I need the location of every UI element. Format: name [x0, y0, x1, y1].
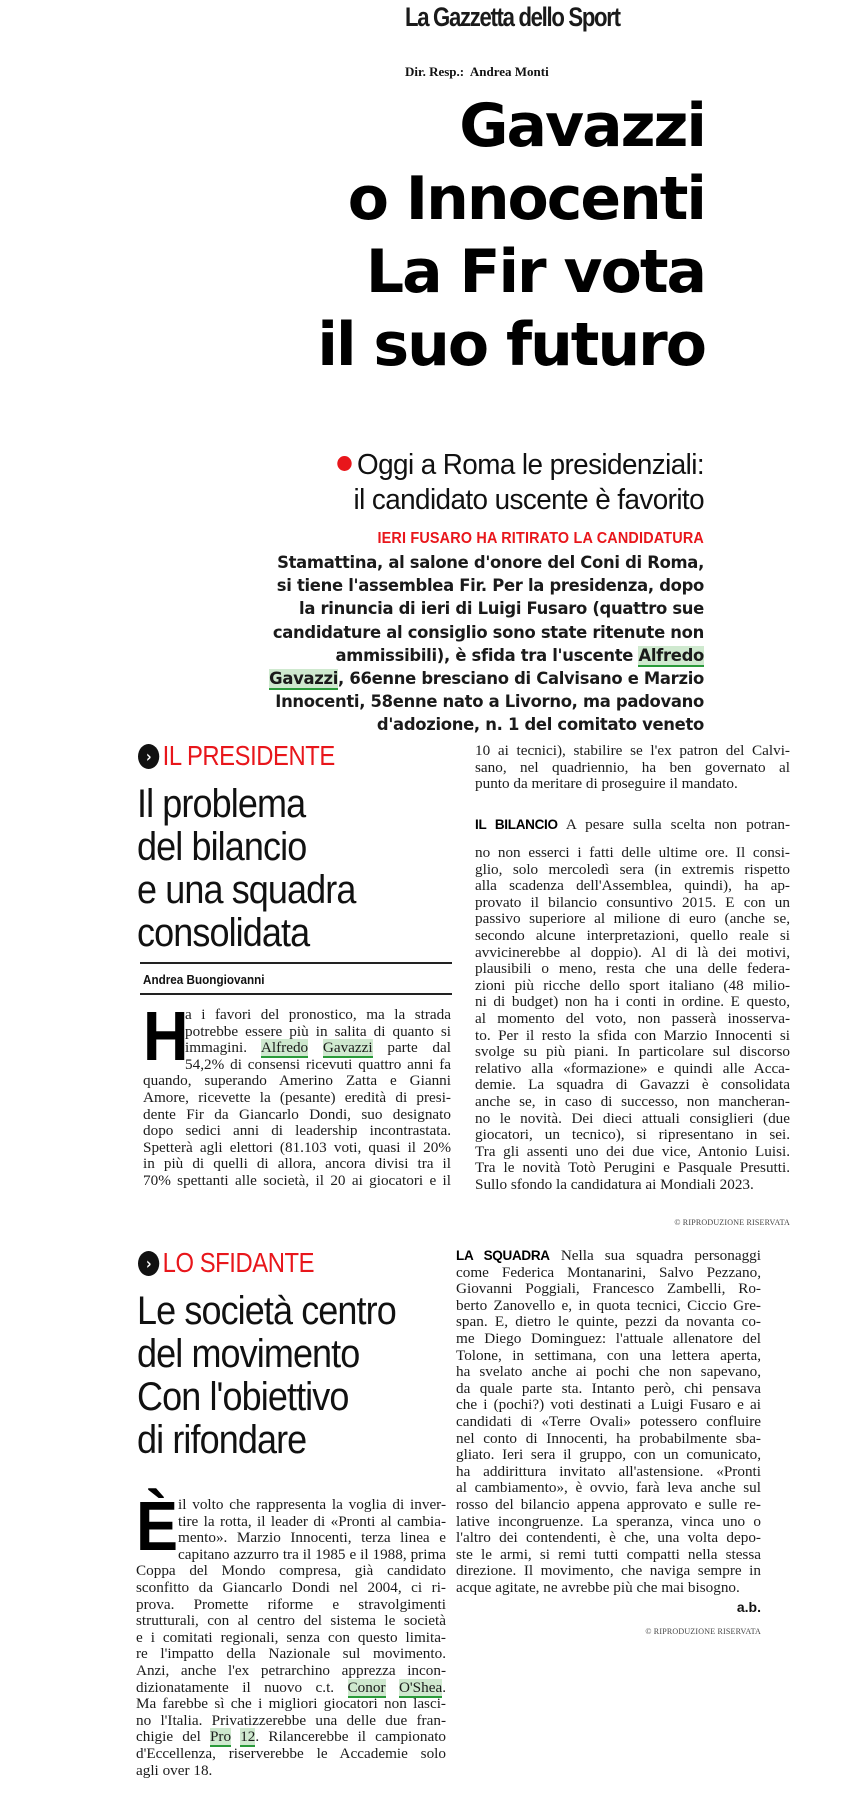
headline-line: Gavazzi — [459, 91, 705, 161]
article-column: LA SQUADRA Nella sua squadra personaggi come Federica Montanarini, Salvo Pezzano, Giovanni Poggiali, Francesco Zambelli, Ro- berto Zanovello e, in quota tecnici, Ciccio Gre- span. E, dietro le quinte, pezzi da novanta co- me Diego Dominguez: l'attuale allenatore del Tolone, in settimana, con una lettera aperta, ha svelato anche ai pochi che non sapevano, da quale parte sta. Intanto però, chi pensava che i (pochi?) voti destinati a Luigi Fusaro e ai candidati di «Terre Ovali» potessero confluire nel conto di Innocenti, ha probabilmente sba- gliato. Ieri sera il gruppo, con un comunicato, ha addirittura invitato all'astensione. «Pronti al cambiamento», è ovvio, farà leva anche sul rosso del bilancio appena approvato e sulle re- lative incongruenze. La speranza, vinca uno o l'altro dei contendenti, è che, una volta depo- ste le armi, si remi tutti compatti nella stessa direzione. Il movimento, che naviga sempre in acque agitate, ne avrebbe più che mai bisogno. — [456, 1247, 761, 1596]
chevron-right-icon: › — [138, 1251, 159, 1276]
article-column: H a i favori del pronostico, ma la strada potrebbe essere più in salita di quanto si immagini. Alfredo Gavazzi parte dal 54,2% di consensi ricevuti quattro anni fa quando, superando Amerino Zatta e Gianni Amore, ricevette la (pesante) eredità di presi- dente Fir da Giancarlo Dondi, suo designato dopo sedici anni di leadership incontrastata. Spetterà agli elettori (81.103 voti, quasi il 20% in più di quelli di allora, ancora divisi tra il 70% spettanti alle società, il 20 ai giocatori e il — [143, 997, 451, 1189]
chevron-right-icon: › — [138, 744, 159, 769]
runin-heading: LA SQUADRA — [456, 1248, 550, 1263]
section-tag-challenger: › LO SFIDANTE — [138, 1247, 314, 1279]
highlighted-name[interactable]: Alfredo — [260, 1039, 309, 1057]
main-headline — [250, 90, 705, 382]
section-title-challenger: Le società centro del movimento Con l'obiettivo di rifondare — [137, 1289, 396, 1462]
highlighted-name[interactable]: Alfredo — [638, 645, 704, 665]
lead-line: Innocenti, 58enne nato a Livorno, ma padovano — [275, 692, 704, 712]
newspaper-masthead: La Gazzetta dello Sport — [405, 2, 620, 32]
article-column: IL BILANCIO A pesare sulla scelta non potran- — [475, 816, 790, 833]
byline: Andrea Buongiovanni — [143, 972, 265, 987]
subhead-line: Oggi a Roma le presidenziali: — [357, 449, 704, 481]
lead-line: si tiene l'assemblea Fir. Per la presidenza, dopo — [276, 576, 704, 596]
highlighted-term[interactable]: 12 — [240, 1728, 256, 1746]
headline-line: La Fir vota — [365, 237, 705, 307]
lead-line: Gavazzi, 66enne bresciano di Calvisano e Marzio — [269, 669, 704, 689]
divider — [140, 993, 452, 995]
copyright-notice: © RIPRODUZIONE RISERVATA — [645, 1627, 761, 1636]
subhead-line: il candidato uscente è favorito — [353, 484, 704, 516]
highlighted-name[interactable]: Gavazzi — [269, 669, 339, 689]
runin-heading: IL BILANCIO — [475, 817, 558, 832]
dropcap: H — [143, 997, 189, 1075]
divider — [140, 962, 452, 964]
lead-paragraph — [250, 551, 704, 737]
article-column: no non esserci i fatti delle ultime ore. Il consi- glio, solo mercoledì sera (in extremis rispetto alla scadenza dell'Assemblea, quindi), ha ap- provato il bilancio consuntivo 2015. E con un passivo superiore al milione di euro (anche se, secondo alcune interpretazioni, quello reale si avvicinerebbe al doppio). Al di là dei motivi, plausibili o meno, resta che una delle federa- zioni più ricche dello sport italiano (48 milio- ni di budget) non ha i conti in ordine. E questo, al momento del voto, non passerà inosserva- to. Per il resto la sfida con Marzio Innocenti si svolge su più piani. In particolare sul discorso relativo alla «formazione» e quindi alle Acca- demie. La squadra di Gavazzi è consolidata anche se, in caso di successo, non mancheran- no le novità. Dei dieci attuali consiglieri (due giocatori, un tecnico), si ripresentano in sei. Tra gli assenti uno dei due vice, Antonio Luisi. Tra le novità Totò Perugini e Pasquale Presutti. Sullo sfondo la candidatura ai Mondiali 2023. — [475, 844, 790, 1193]
highlighted-term[interactable]: Pro — [209, 1728, 232, 1746]
headline-line: o Innocenti — [347, 164, 705, 234]
highlighted-name[interactable]: O'Shea — [398, 1678, 443, 1696]
copyright-notice: © RIPRODUZIONE RISERVATA — [674, 1218, 790, 1227]
lead-line: Stamattina, al salone d'onore del Coni di Roma, — [277, 553, 704, 572]
kicker: IERI FUSARO HA RITIRATO LA CANDIDATURA — [377, 530, 704, 547]
headline-line: il suo futuro — [317, 310, 705, 380]
highlighted-name[interactable]: Conor — [347, 1678, 386, 1696]
lead-line: ammissibili), è sfida tra l'uscente Alfredo — [335, 645, 704, 665]
section-tag-president: › IL PRESIDENTE — [138, 740, 335, 772]
director-credit: Dir. Resp.: Andrea Monti — [405, 64, 549, 79]
lead-line: candidature al consiglio sono state ritenute non — [272, 622, 704, 642]
article-column: 10 ai tecnici), stabilire se l'ex patron del Calvi- sano, nel quadriennio, ha ben governato al punto da meritare di proseguire il mandato. — [475, 742, 790, 793]
lead-line: la rinuncia di ieri di Luigi Fusaro (quattro sue — [299, 599, 704, 619]
dropcap: È — [136, 1487, 179, 1565]
highlighted-name[interactable]: Gavazzi — [322, 1039, 373, 1057]
author-initials: a.b. — [736, 1599, 761, 1615]
subheadline — [278, 448, 704, 518]
red-bullet-icon — [337, 456, 351, 471]
lead-line: d'adozione, n. 1 del comitato veneto — [376, 715, 704, 735]
section-title-president: Il problema del bilancio e una squadra consolidata — [137, 782, 356, 955]
article-column: È il volto che rappresenta la voglia di inver- tire la rotta, il leader di «Pronti al cambia- mento». Marzio Innocenti, terza linea e capitano azzurro tra il 1985 e il 1988, prima Coppa del Mondo compresa, già candidato sconfitto da Giancarlo Dondi nel 2004, ci ri- prova. Promette riforme e stravolgimenti strutturali, con al centro del sistema le società e i comitati regionali, senza con questo limita- re l'impatto della Nazionale sul movimento. Anzi, anche l'ex petrarchino apprezza incon- dizionatamente il nuovo c.t. Conor O'Shea. Ma farebbe sì che i migliori giocatori non lasci- no l'Italia. Privatizzerebbe una delle due fran- chigie del Pro 12. Rilancerebbe il campionato d'Eccellenza, riserverebbe le Accademie solo agli over 18. — [136, 1487, 447, 1779]
